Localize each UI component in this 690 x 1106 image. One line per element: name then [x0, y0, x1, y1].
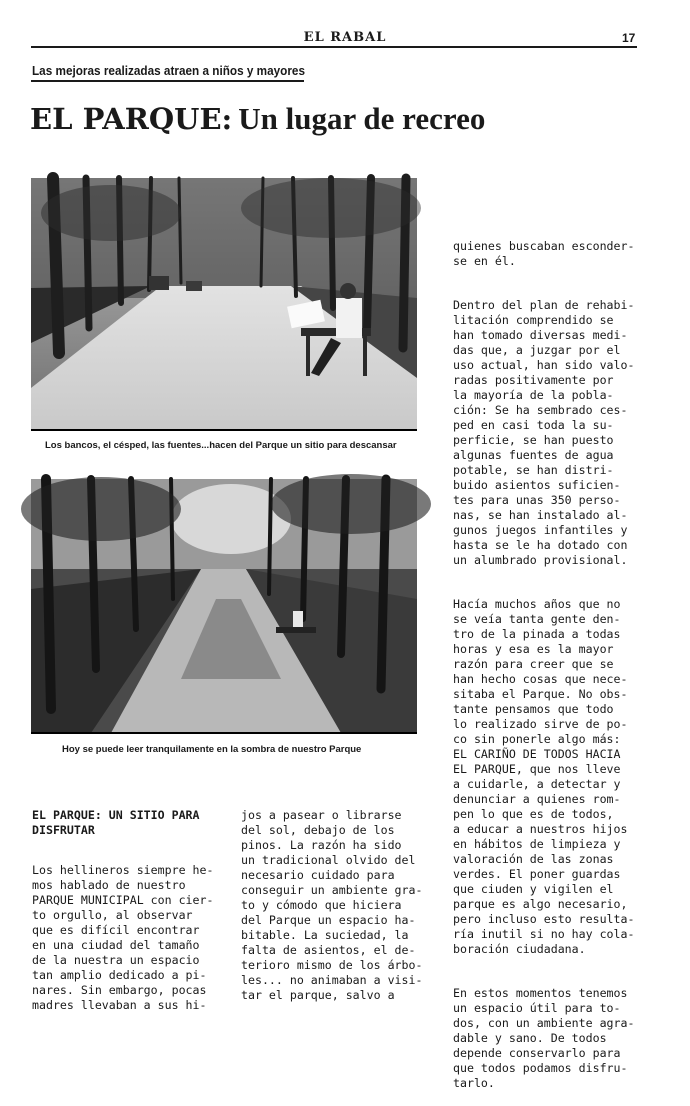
body-paragraph: Dentro del plan de rehabi- litación comprendido se han tomado diversas medi- das que, a juzgar por el uso actual, han sido valo- radas positivamente por la mayoría de la pobla- ción: Se ha sembrado ces- ped en casi toda la su- perficie, se han puesto algunas fuentes de agua potable, se han distri- buido asientos suficien- tes para unas 350 perso- nas, se han instalado al- gunos juegos infantiles y hasta se le ha dotado con un alumbrado provisional.	[453, 298, 635, 567]
article-kicker: Las mejoras realizadas atraen a niños y mayores	[32, 64, 306, 78]
body-paragraph: En estos momentos tenemos un espacio útil para to- dos, con un ambiente agra- dable y sano. De todos depende conservarlo para que todos podamos disfru- tarlo.	[453, 986, 635, 1090]
article-column-middle	[241, 793, 428, 1018]
body-paragraph: quienes buscaban esconder- se en él.	[453, 239, 635, 268]
headline-main: EL PARQUE:	[30, 102, 233, 136]
body-paragraph: jos a pasear o librarse del sol, debajo de los pinos. La razón ha sido un tradicional olvido del necesario cuidado para conseguir un ambiente gra- to y cómodo que hiciera del Parque un espacio ha- bitable. La suciedad, la falta de asientos, el de- terioro mismo de los árbo- les... no animaban a visi- tar el parque, salvo a	[241, 808, 423, 1002]
body-paragraph: Los hellineros siempre he- mos hablado de nuestro PARQUE MUNICIPAL con cier- to orgullo, al observar que es difícil encontrar en una ciudad del tamaño de la nuestra un espacio tan amplio dedicado a pi- nares. Sin embargo, pocas madres llevaban a sus hi-	[32, 863, 214, 1012]
headline-sub: Un lugar de recreo	[238, 101, 486, 136]
article-headline	[30, 101, 670, 137]
section-heading: EL PARQUE: UN SITIO PARA DISFRUTAR	[32, 808, 200, 837]
newspaper-title: EL RABAL	[303, 30, 387, 45]
article-column-right	[453, 224, 639, 1106]
shaded-path-photo	[31, 479, 417, 733]
park-benches-photo	[31, 178, 417, 430]
page-number: 17	[622, 31, 636, 45]
photo-caption: Hoy se puede leer tranquilamente en la sombra de nuestro Parque	[62, 744, 362, 755]
article-column-left	[32, 793, 220, 1028]
photo-caption: Los bancos, el césped, las fuentes...hacen del Parque un sitio para descansar	[45, 440, 397, 451]
body-paragraph: Hacía muchos años que no se veía tanta gente den- tro de la pinada a todas horas y esa es la mayor razón para creer que se han hecho cosas que nece- sitaba el Parque. No obs- tante pensamos que todo lo realizado sirve de po- co sin ponerle algo más: EL CARIÑO DE TODOS HACIA EL PARQUE, que nos lleve a cuidarle, a detectar y denunciar a quienes rom- pen lo que es de todos, a educar a nuestros hijos en hábitos de limpieza y valoración de las zonas verdes. El poner guardas que ciuden y vigilen el parque es algo necesario, pero incluso esto resulta- ría inutil si no hay cola- boración ciudadana.	[453, 597, 635, 956]
header-rule	[31, 46, 637, 48]
kicker-underline	[31, 80, 304, 82]
